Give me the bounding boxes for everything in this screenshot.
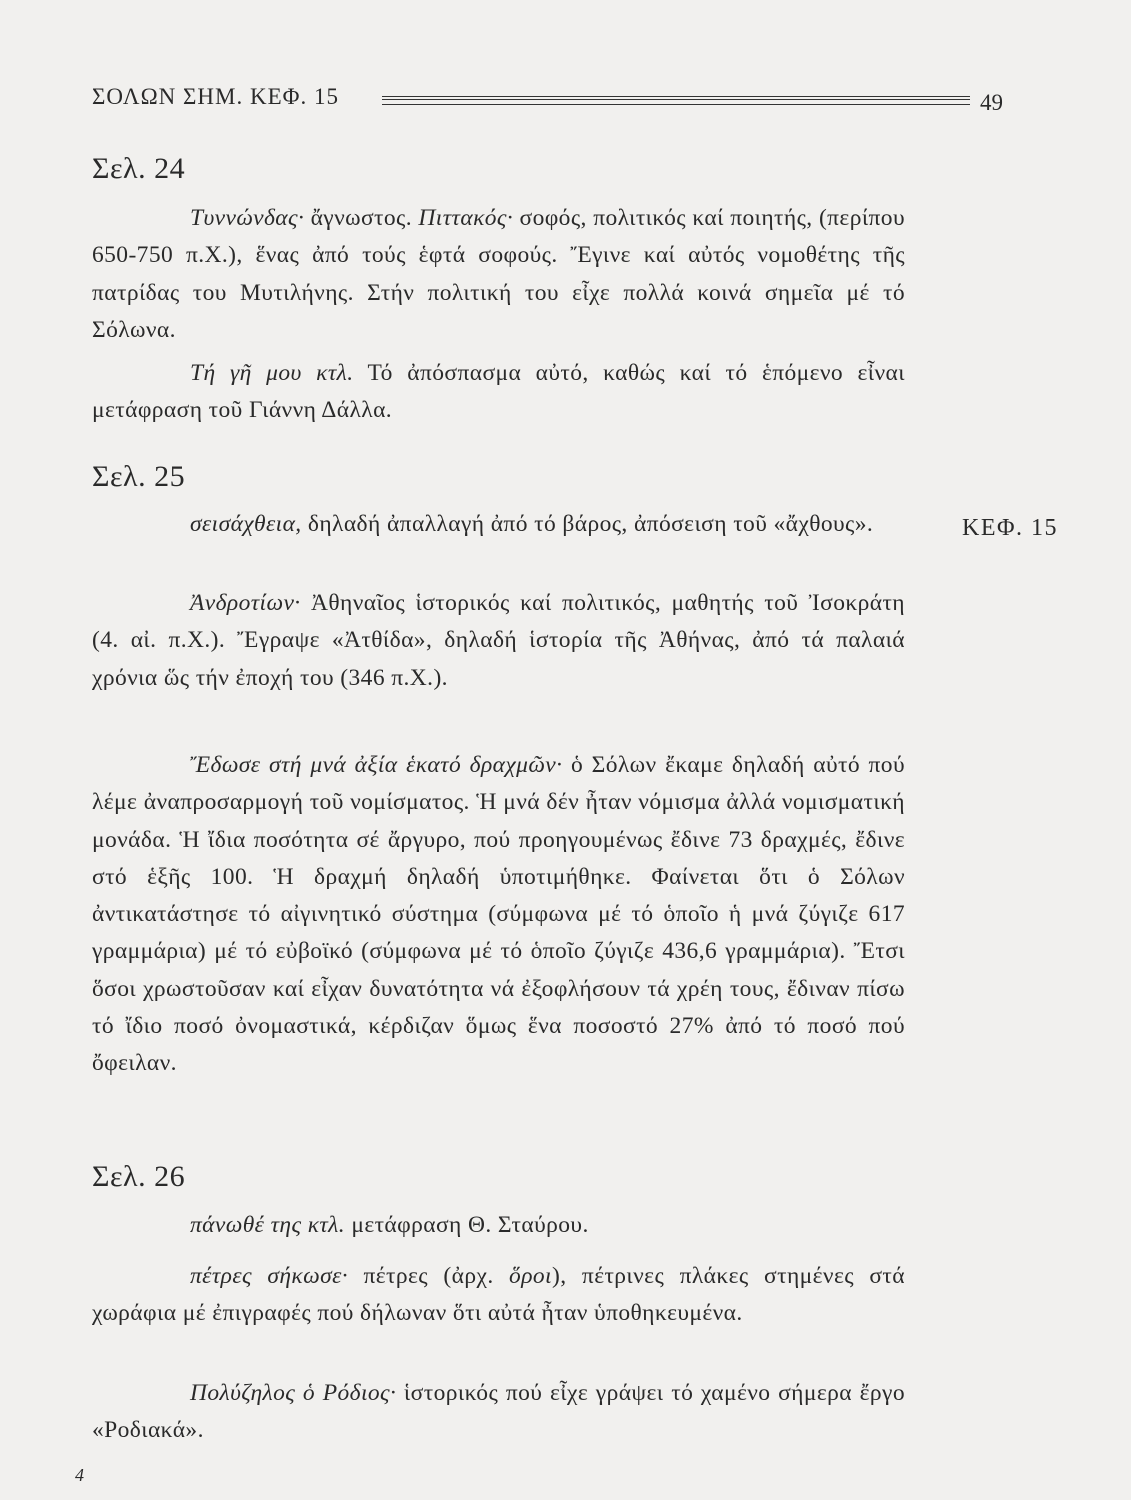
note-androtion [92, 585, 905, 697]
note-text: δηλαδή ἀπαλλαγή ἀπό τό βάρος, ἀπόσειση τοῦ «ἄχθους». [301, 511, 874, 537]
note-text: ἄγνωστος. [304, 205, 419, 231]
note-panothe [92, 1207, 905, 1244]
note-text: σοφός, πολιτικός καί ποιητής, (περίπου 650-750 π.Χ.), ἕνας ἀπό τούς ἑφτά σοφούς. Ἔγινε καί αὐτός νομοθέτης τῆς πατρίδας του Μυτιλήνης. Στήν πολιτική του εἶχε πολλά κοινά σημεῖα μέ τό Σόλωνα. [92, 205, 905, 343]
page-number: 49 [980, 90, 1003, 115]
section-heading-p25: Σελ. 25 [92, 460, 186, 493]
note-mna-drachma [92, 747, 905, 1083]
margin-note-chapter: ΚΕΦ. 15 [962, 515, 1059, 541]
lemma-petres: πέτρες σήκωσε· [190, 1263, 349, 1289]
lemma-tynnondas: Τυννώνδας· [190, 205, 305, 231]
note-tynnondas-pittakos [92, 200, 905, 349]
note-seisachtheia [92, 506, 905, 543]
lemma-panothe: πάνωθέ της κτλ. [190, 1212, 346, 1238]
running-head-double-rule [382, 96, 970, 105]
section-heading-p26: Σελ. 26 [92, 1160, 186, 1193]
note-petres [92, 1258, 905, 1333]
section-heading-p24: Σελ. 24 [92, 152, 186, 185]
lemma-polyzelos: Πολύζηλος ὁ Ρόδιος· [190, 1380, 397, 1406]
lemma-androtion: Ἀνδροτίων· [190, 590, 301, 616]
running-head-title: ΣΟΛΩΝ ΣΗΜ. ΚΕΦ. 15 [92, 84, 339, 109]
note-text: Ἀθηναῖος ἱστορικός καί πολιτικός, μαθητής τοῦ Ἰσοκράτη (4. αἰ. π.Χ.). Ἔγραψε «Ἀτθίδα», δηλαδή ἱστορία τῆς Ἀθήνας, ἀπό τά παλαιά χρόνια ὥς τήν ἐποχή του (346 π.Χ.). [92, 590, 905, 691]
running-head [92, 84, 1003, 116]
note-text: ὁ Σόλων ἔκαμε δηλαδή αὐτό πού λέμε ἀναπροσαρμογή τοῦ νομίσματος. Ἡ μνά δέν ἦταν νόμισμα ἀλλά νομισματική μονάδα. Ἡ ἴδια ποσότητα σέ ἄργυρο, πού προηγουμένως ἔδινε 73 δραχμές, ἔδινε στό ἑξῆς 100. Ἡ δραχμή δηλαδή ὑποτιμήθηκε. Φαίνεται ὅτι ὁ Σόλων ἀντικατάστησε τό αἰγινητικό σύστημα (σύμφωνα μέ τό ὁποῖο ἡ μνά ζύγιζε 617 γραμμάρια) μέ τό εὐβοϊκό (σύμφωνα μέ τό ὁποῖο ζύγιζε 436,6 γραμμάρια). Ἔτσι ὅσοι χρωστοῦσαν καί εἶχαν δυνατότητα νά ἐξοφλήσουν τά χρέη τους, ἔδιναν πίσω τό ἴδιο ποσό ὀνομαστικά, κέρδιζαν ὅμως ἕνα ποσοστό 27% ἀπό τό ποσό πού ὄφειλαν. [92, 752, 905, 1077]
note-polyzelos [92, 1375, 905, 1450]
note-text: Τό ἀπόσπασμα αὐτό, καθώς καί τό ἑπόμενο εἶναι μετάφραση τοῦ Γιάννη Δάλλα. [92, 360, 905, 424]
note-text: μετάφραση Θ. Σταύρου. [345, 1212, 589, 1238]
signature-mark: 4 [75, 1465, 84, 1485]
lemma-ti-gi-mou: Τή γῆ μου κτλ. [190, 360, 354, 386]
lemma-seisachtheia: σεισάχθεια, [190, 511, 302, 537]
note-text: ), πέτρινες πλάκες στημένες στά χωράφια μέ ἐπιγραφές πού δήλωναν ὅτι αὐτά ἦταν ὑποθηκευμένα. [92, 1263, 905, 1327]
note-text: ἱστορικός πού εἶχε γράψει τό χαμένο σήμερα ἔργο «Ροδιακά». [92, 1380, 905, 1444]
note-ti-gi-mou [92, 355, 905, 430]
lemma-mna: Ἔδωσε στή μνά ἀξία ἑκατό δραχμῶν· [190, 752, 563, 778]
note-text: πέτρες (ἀρχ. [348, 1263, 510, 1289]
lemma-pittakos: Πιττακός· [418, 205, 514, 231]
lemma-oroi: ὅροι [509, 1263, 552, 1289]
